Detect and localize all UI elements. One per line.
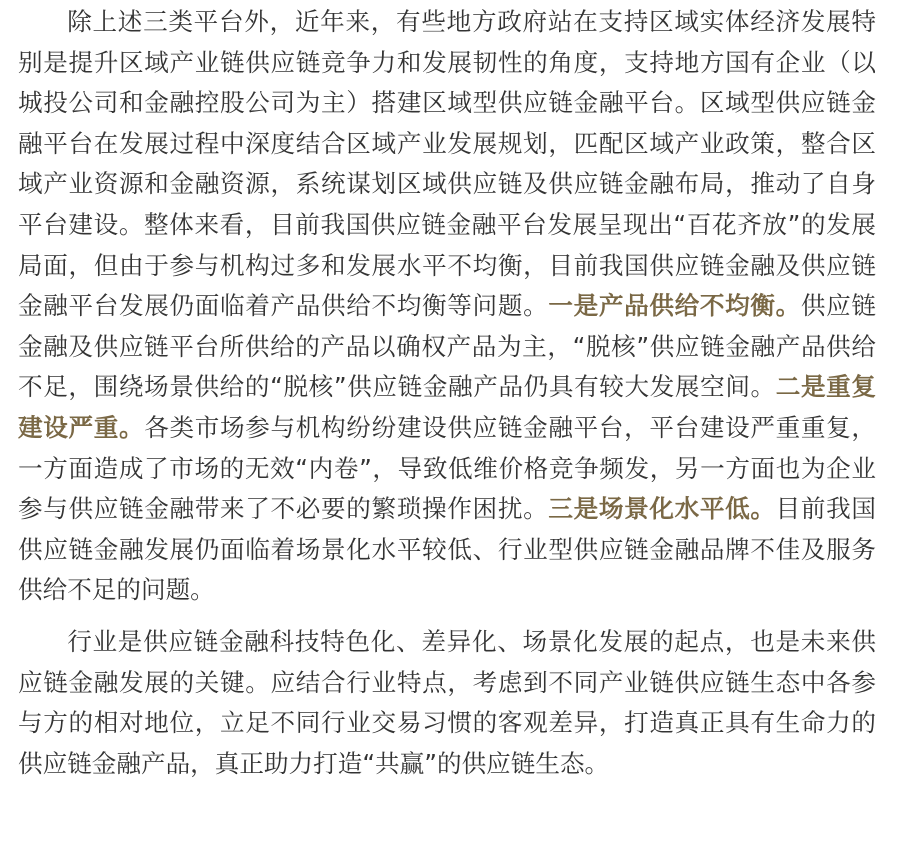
- highlight-point-two: 二是重复建设严重。: [18, 372, 876, 442]
- paragraph-text: 供应链金融及供应链平台所供给的产品以确权产品为主，“脱核”供应链金融产品供给不足，围绕场景供给的“脱核”供应链金融产品仍具有较大发展空间。: [18, 291, 876, 402]
- paragraph-industry-key: [18, 622, 876, 784]
- paragraph-text: 各类市场参与机构纷纷建设供应链金融平台，平台建设严重重复，一方面造成了市场的无效“内卷”，导致低维价格竞争频发，另一方面也为企业参与供应链金融带来了不必要的繁琐操作困扰。: [18, 412, 876, 524]
- highlight-point-one: 一是产品供给不均衡。: [548, 291, 801, 321]
- paragraph-text: 目前我国供应链金融发展仍面临着场景化水平较低、行业型供应链金融品牌不佳及服务供给不足的问题。: [18, 494, 876, 605]
- paragraph-text: 行业是供应链金融科技特色化、差异化、场景化发展的起点，也是未来供应链金融发展的关键。应结合行业特点，考虑到不同产业链供应链生态中各参与方的相对地位，立足不同行业交易习惯的客观差异，打造真正具有生命力的供应链金融产品，真正助力打造“共赢”的供应链生态。: [18, 626, 876, 778]
- highlight-point-three: 三是场景化水平低。: [548, 494, 776, 524]
- paragraph-text: 除上述三类平台外，近年来，有些地方政府站在支持区域实体经济发展特别是提升区域产业链供应链竞争力和发展韧性的角度，支持地方国有企业（以城投公司和金融控股公司为主）搭建区域型供应链金融平台。区域型供应链金融平台在发展过程中深度结合区域产业发展规划，匹配区域产业政策，整合区域产业资源和金融资源，系统谋划区域供应链及供应链金融布局，推动了自身平台建设。整体来看，目前我国供应链金融平台发展呈现出“百花齐放”的发展局面，但由于参与机构过多和发展水平不均衡，目前我国供应链金融及供应链金融平台发展仍面临着产品供给不均衡等问题。: [18, 7, 876, 321]
- paragraph-platform-issues: [18, 0, 876, 611]
- article-body: [18, 0, 876, 784]
